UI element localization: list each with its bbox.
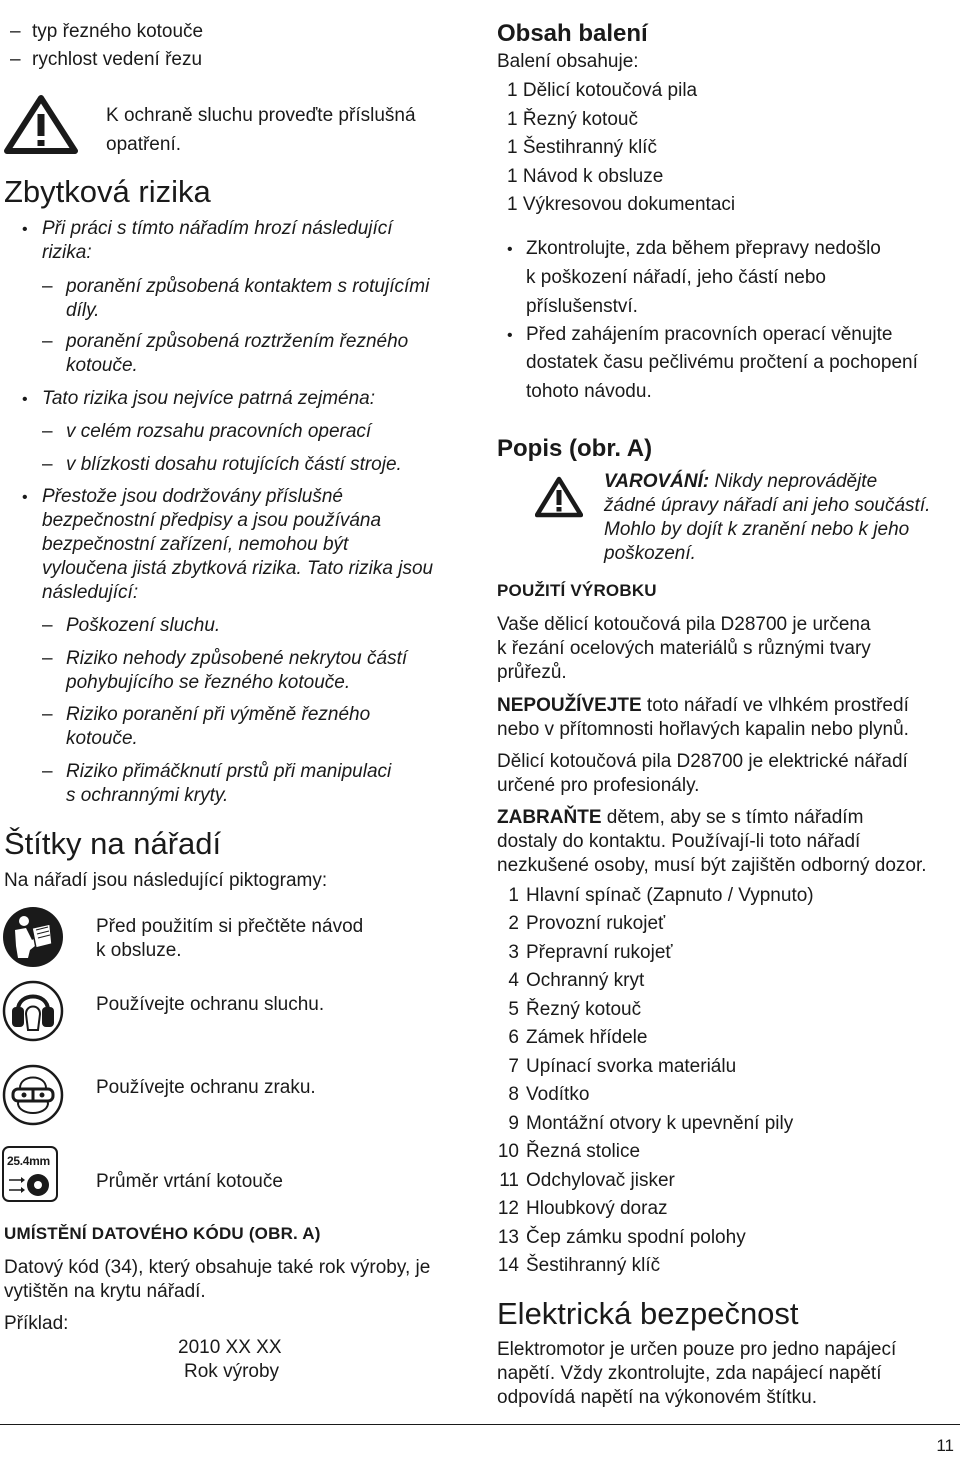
text-line: v blízkosti dosahu rotujících částí stroje.: [66, 454, 402, 475]
package-item: 1 Výkresovou dokumentaci: [507, 194, 736, 215]
part-label: Šestihranný klíč: [526, 1255, 661, 1276]
text-run: dětem, aby se s tímto nářadím: [601, 807, 864, 828]
section-title-use: POUŽITÍ VÝROBKU: [497, 581, 657, 600]
part-label: Řezná stolice: [526, 1141, 641, 1162]
text-line: Vaše dělicí kotoučová pila D28700 je určena: [497, 614, 871, 635]
bore-diameter-icon: [2, 1146, 58, 1202]
dash-marker: –: [42, 421, 53, 442]
labels-intro: Na nářadí jsou následující piktogramy:: [4, 870, 328, 891]
text-line: Přestože jsou dodržovány příslušné: [42, 486, 343, 507]
part-number: 14: [497, 1255, 519, 1276]
text-line: Datový kód (34), který obsahuje také rok výroby, je: [4, 1257, 431, 1278]
text-line: Riziko přimáčknutí prstů při manipulaci: [66, 761, 392, 782]
part-number: 6: [508, 1027, 519, 1048]
bullet-marker: •: [507, 241, 513, 258]
part-label: Čep zámku spodní polohy: [526, 1227, 746, 1248]
part-number: 5: [508, 999, 519, 1020]
part-number: 12: [497, 1198, 519, 1219]
ear-protection-icon: [2, 980, 64, 1042]
warning-label: VAROVÁNÍ:: [604, 471, 710, 492]
text-line: Nikdy neprovádějte: [709, 471, 878, 492]
part-label: Montážní otvory k upevnění pily: [526, 1113, 794, 1134]
text-line: rizika:: [42, 242, 92, 263]
bullet-marker: •: [22, 489, 28, 506]
text-line: vyloučena jistá zbytková rizika. Tato rizika jsou: [42, 558, 434, 579]
text-line: určené pro profesionály.: [497, 775, 700, 796]
text-line: napětí. Vždy zkontrolujte, zda napájecí napětí: [497, 1363, 882, 1384]
text-line: Elektromotor je určen pouze pro jedno napájecí: [497, 1339, 897, 1360]
text-line: díly.: [66, 300, 100, 321]
part-number: 4: [508, 970, 519, 991]
dash-marker: –: [42, 761, 53, 782]
hearing-note-line: K ochraně sluchu proveďte příslušná: [106, 105, 416, 126]
bullet-marker: •: [22, 221, 28, 238]
text-line: příslušenství.: [526, 296, 638, 317]
dash-item: rychlost vedení řezu: [32, 49, 203, 70]
dash-marker: –: [42, 615, 53, 636]
part-label: Řezný kotouč: [526, 999, 642, 1020]
dash-marker: –: [10, 49, 21, 70]
text-line: pohybujícího se řezného kotouče.: [66, 672, 351, 693]
text-line: [497, 694, 909, 718]
example-caption: Rok výroby: [184, 1361, 280, 1382]
text-line: Mohlo by dojít k zranění nebo k jeho: [604, 519, 910, 540]
section-title-residual-risks: Zbytková rizika: [4, 174, 211, 209]
part-number: 2: [508, 913, 519, 934]
warning-icon: [4, 94, 78, 154]
pictogram-text: Průměr vrtání kotouče: [96, 1171, 283, 1192]
bullet-marker: •: [507, 327, 513, 344]
section-title-electrical: Elektrická bezpečnost: [497, 1296, 799, 1331]
text-line: Tato rizika jsou nejvíce patrná zejména:: [42, 388, 376, 409]
part-label: Hlavní spínač (Zapnuto / Vypnuto): [526, 885, 814, 906]
part-number: 1: [508, 885, 519, 906]
part-number: 7: [508, 1056, 519, 1077]
text-line: Poškození sluchu.: [66, 615, 221, 636]
text-line: bezpečnostní zařízení, nemohou být: [42, 534, 349, 555]
text-run: toto nářadí ve vlhkém prostředí: [641, 695, 909, 716]
part-label: Vodítko: [526, 1084, 590, 1105]
bore-diameter-symbol: [7, 1172, 55, 1198]
part-number: 3: [508, 942, 519, 963]
dash-marker: –: [42, 331, 53, 352]
bold-lead: ZABRAŇTE: [497, 807, 602, 828]
part-number: 9: [508, 1113, 519, 1134]
dash-marker: –: [10, 21, 21, 42]
text-line: kotouče.: [66, 355, 138, 376]
example-value: 2010 XX XX: [178, 1337, 282, 1358]
text-line: Při práci s tímto nářadím hrozí následující: [42, 218, 393, 239]
text-line: Před zahájením pracovních operací věnujte: [526, 324, 893, 345]
text-line: bezpečnostní předpisy a jsou používána: [42, 510, 382, 531]
pictogram-text: Používejte ochranu sluchu.: [96, 994, 325, 1015]
section-title-labels: Štítky na nářadí: [4, 826, 222, 861]
example-label: Příklad:: [4, 1313, 69, 1334]
text-line: poranění způsobená kontaktem s rotujícími: [66, 276, 430, 297]
section-title-package: Obsah balení: [497, 20, 648, 47]
text-line: Riziko nehody způsobené nekrytou částí: [66, 648, 408, 669]
part-label: Zámek hřídele: [526, 1027, 648, 1048]
package-item: 1 Návod k obsluze: [507, 166, 664, 187]
read-manual-icon: [2, 906, 64, 968]
text-line: tohoto návodu.: [526, 381, 652, 402]
eye-protection-icon: [2, 1064, 64, 1126]
part-label: Provozní rukojeť: [526, 913, 666, 934]
part-label: Hloubkový doraz: [526, 1198, 668, 1219]
text-line: poškození.: [604, 543, 696, 564]
dash-marker: –: [42, 648, 53, 669]
text-line: Riziko poranění při výměně řezného: [66, 704, 371, 725]
part-label: Ochranný kryt: [526, 970, 645, 991]
part-label: Přepravní rukojeť: [526, 942, 673, 963]
text-line: dostaly do kontaktu. Používají-li toto nářadí: [497, 831, 861, 852]
dash-item: typ řezného kotouče: [32, 21, 204, 42]
part-number: 10: [497, 1141, 519, 1162]
package-item: 1 Řezný kotouč: [507, 109, 638, 130]
warning-text: [604, 470, 877, 494]
text-line: v celém rozsahu pracovních operací: [66, 421, 372, 442]
text-line: Dělicí kotoučová pila D28700 je elektrické nářadí: [497, 751, 908, 772]
part-number: 8: [508, 1084, 519, 1105]
text-line: k poškození nářadí, jeho částí nebo: [526, 267, 826, 288]
text-line: následující:: [42, 582, 139, 603]
package-intro: Balení obsahuje:: [497, 51, 639, 72]
page-number: 11: [936, 1436, 954, 1455]
package-item: 1 Dělicí kotoučová pila: [507, 80, 698, 101]
text-line: vytištěn na krytu nářadí.: [4, 1281, 206, 1302]
text-line: průřezů.: [497, 662, 567, 683]
bullet-marker: •: [22, 391, 28, 408]
dash-marker: –: [42, 276, 53, 297]
text-line: kotouče.: [66, 728, 138, 749]
text-line: k řezání ocelových materiálů s různými tvary: [497, 638, 871, 659]
section-title-datecode: UMÍSTĚNÍ DATOVÉHO KÓDU (OBR. A): [4, 1224, 321, 1243]
part-number: 13: [497, 1227, 519, 1248]
dash-marker: –: [42, 704, 53, 725]
text-line: poranění způsobená roztržením řezného: [66, 331, 409, 352]
text-line: nebo v přítomnosti hořlavých kapalin nebo plynů.: [497, 719, 909, 740]
package-item: 1 Šestihranný klíč: [507, 137, 657, 158]
warning-icon: [535, 476, 583, 518]
pictogram-text: Používejte ochranu zraku.: [96, 1077, 316, 1098]
text-line: nezkušené osoby, musí být zajištěn odborný dozor.: [497, 855, 927, 876]
part-number: 11: [499, 1170, 519, 1191]
pictogram-text: Před použitím si přečtěte návod: [96, 916, 364, 937]
dash-marker: –: [42, 454, 53, 475]
bore-diameter-label: 25.4mm: [7, 1154, 50, 1168]
text-line: [497, 806, 863, 830]
section-title-description: Popis (obr. A): [497, 435, 653, 462]
part-label: Upínací svorka materiálu: [526, 1056, 737, 1077]
text-line: s ochrannými kryty.: [66, 785, 229, 806]
pictogram-text: k obsluze.: [96, 940, 182, 961]
bold-lead: NEPOUŽÍVEJTE: [497, 695, 642, 716]
text-line: odpovídá napětí na výkonovém štítku.: [497, 1387, 818, 1408]
footer-rule: [0, 1424, 960, 1425]
part-label: Odchylovač jisker: [526, 1170, 675, 1191]
text-line: žádné úpravy nářadí ani jeho součástí.: [604, 495, 931, 516]
text-line: dostatek času pečlivému pročtení a pochopení: [526, 352, 918, 373]
hearing-note-line: opatření.: [106, 134, 181, 155]
text-line: Zkontrolujte, zda během přepravy nedošlo: [526, 238, 881, 259]
